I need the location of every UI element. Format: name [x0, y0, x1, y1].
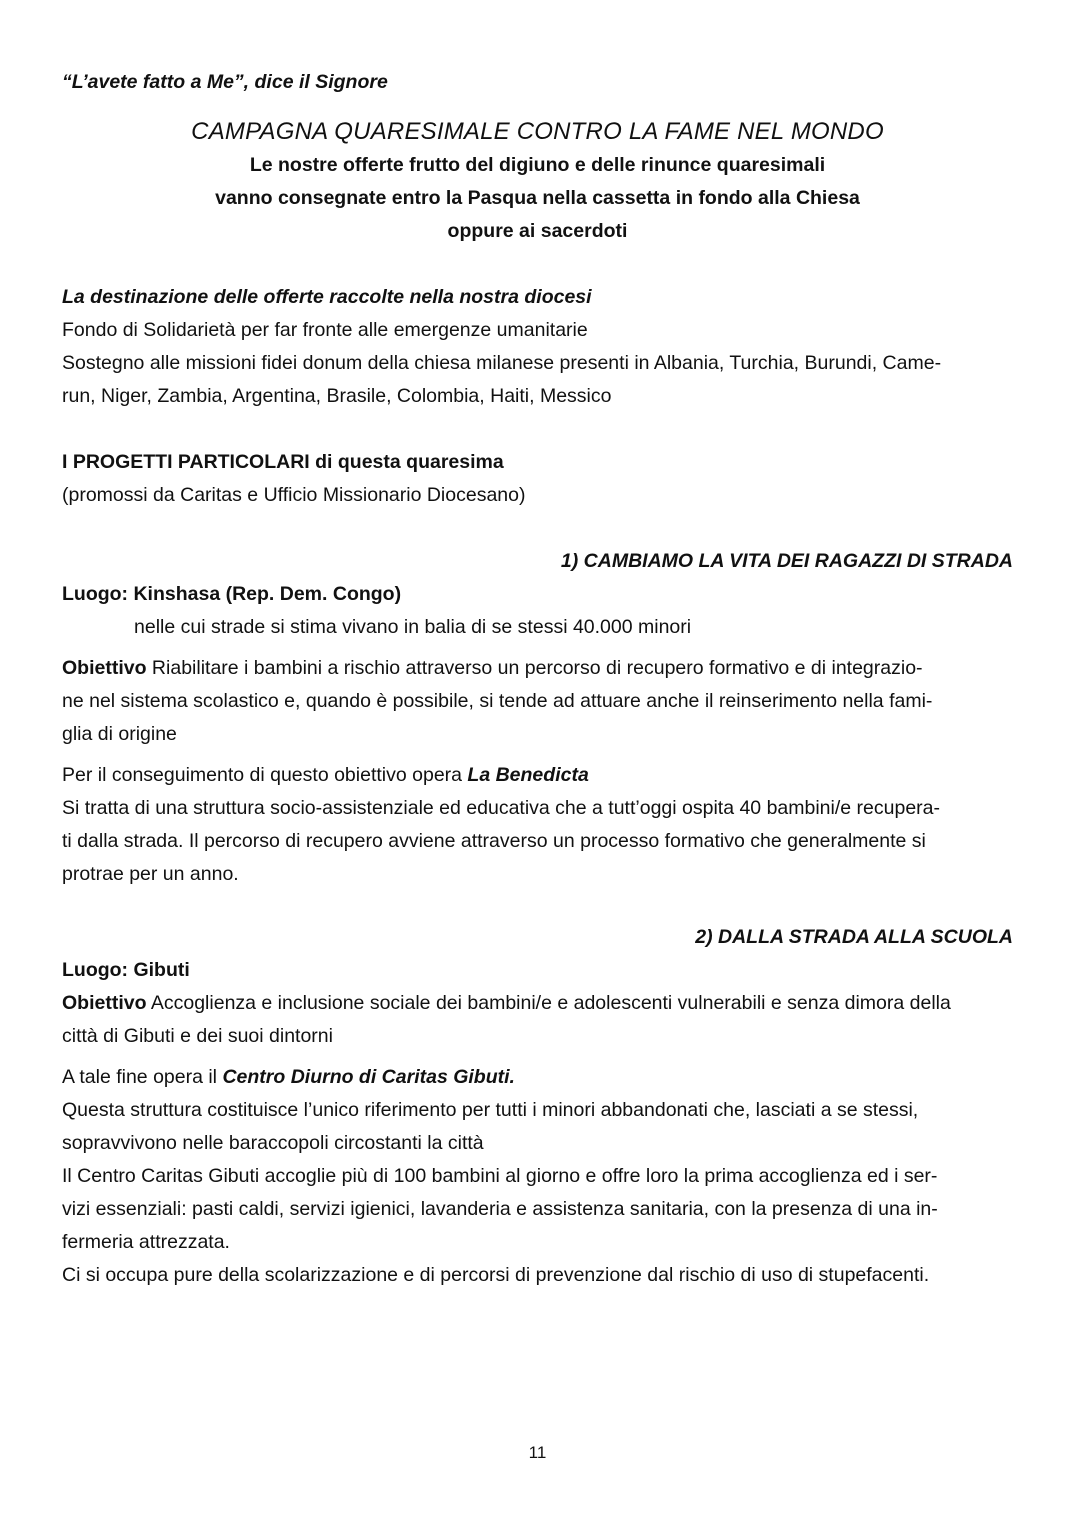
destination-heading: La destinazione delle offerte raccolte nella nostra diocesi [62, 286, 592, 308]
projects-note: (promossi da Caritas e Ufficio Missionario Diocesano) [62, 484, 526, 506]
operator-name: La Benedicta [467, 764, 589, 786]
destination-line: Sostegno alle missioni fidei donum della chiesa milanese presenti in Albania, Turchia, Burundi, Came- [62, 352, 942, 374]
subtitle-line: oppure ai sacerdoti [447, 220, 628, 242]
destination-section [62, 281, 1013, 413]
operator-name: Centro Diurno di Caritas Gibuti. [222, 1066, 515, 1088]
project-2-description [62, 1094, 1013, 1292]
project-2-title: 2) DALLA STRADA ALLA SCUOLA [695, 926, 1013, 948]
project-2 [62, 921, 1013, 1292]
project-1-title: 1) CAMBIAMO LA VITA DEI RAGAZZI DI STRADA [560, 550, 1013, 572]
operator-intro: A tale fine opera il [62, 1066, 223, 1088]
destination-line: Fondo di Solidarietà per far fronte alle emergenze umanitarie [62, 319, 588, 341]
project-2-objective [62, 987, 1013, 1053]
subtitle-line: Le nostre offerte frutto del digiuno e delle rinunce quaresimali [249, 154, 826, 176]
description-line: ti dalla strada. Il percorso di recupero avviene attraverso un processo formativo che generalmente si [62, 830, 926, 852]
campaign-subtitle [62, 149, 1013, 248]
project-2-operator [62, 1061, 1013, 1094]
projects-intro [62, 446, 1013, 512]
project-1-place-detail: nelle cui strade si stima vivano in balia di se stessi 40.000 minori [134, 616, 692, 638]
description-line: Ci si occupa pure della scolarizzazione e di percorsi di prevenzione dal rischio di uso di stupefacenti. [62, 1264, 930, 1286]
page-number: 11 [528, 1443, 547, 1462]
description-line: fermeria attrezzata. [62, 1231, 230, 1253]
epigraph: “L’avete fatto a Me”, dice il Signore [62, 71, 388, 93]
description-line: sopravvivono nelle baraccopoli circostanti la città [62, 1132, 484, 1154]
project-1-objective [62, 652, 1013, 751]
objective-text: Riabilitare i bambini a rischio attraverso un percorso di recupero formativo e di integrazio- [146, 657, 923, 679]
destination-line: run, Niger, Zambia, Argentina, Brasile, Colombia, Haiti, Messico [62, 385, 612, 407]
project-1-description [62, 792, 1013, 891]
project-2-place: Luogo: Gibuti [62, 959, 190, 981]
operator-intro: Per il conseguimento di questo obiettivo opera [62, 764, 468, 786]
objective-text: città di Gibuti e dei suoi dintorni [62, 1025, 333, 1047]
objective-text: Accoglienza e inclusione sociale dei bambini/e e adolescenti vulnerabili e senza dimora della [146, 992, 951, 1014]
objective-label: Obiettivo [62, 657, 147, 679]
project-1-operator [62, 759, 1013, 792]
projects-heading: I PROGETTI PARTICOLARI di questa quaresima [62, 451, 504, 473]
objective-text: ne nel sistema scolastico e, quando è possibile, si tende ad attuare anche il reinserimento nella fami- [62, 690, 933, 712]
description-line: vizi essenziali: pasti caldi, servizi igienici, lavanderia e assistenza sanitaria, con la presenza di una in- [62, 1198, 938, 1220]
objective-label: Obiettivo [62, 992, 147, 1014]
description-line: Questa struttura costituisce l’unico riferimento per tutti i minori abbandonati che, lasciati a se stessi, [62, 1099, 919, 1121]
project-1-place: Luogo: Kinshasa (Rep. Dem. Congo) [62, 583, 402, 605]
campaign-title: CAMPAGNA QUARESIMALE CONTRO LA FAME NEL MONDO [191, 118, 884, 145]
objective-text: glia di origine [62, 723, 177, 745]
description-line: protrae per un anno. [62, 863, 239, 885]
description-line: Si tratta di una struttura socio-assistenziale ed educativa che a tutt’oggi ospita 40 bambini/e recupera- [62, 797, 940, 819]
project-1 [62, 545, 1013, 891]
description-line: Il Centro Caritas Gibuti accoglie più di 100 bambini al giorno e offre loro la prima accoglienza ed i ser- [62, 1165, 938, 1187]
subtitle-line: vanno consegnate entro la Pasqua nella cassetta in fondo alla Chiesa [215, 187, 860, 209]
